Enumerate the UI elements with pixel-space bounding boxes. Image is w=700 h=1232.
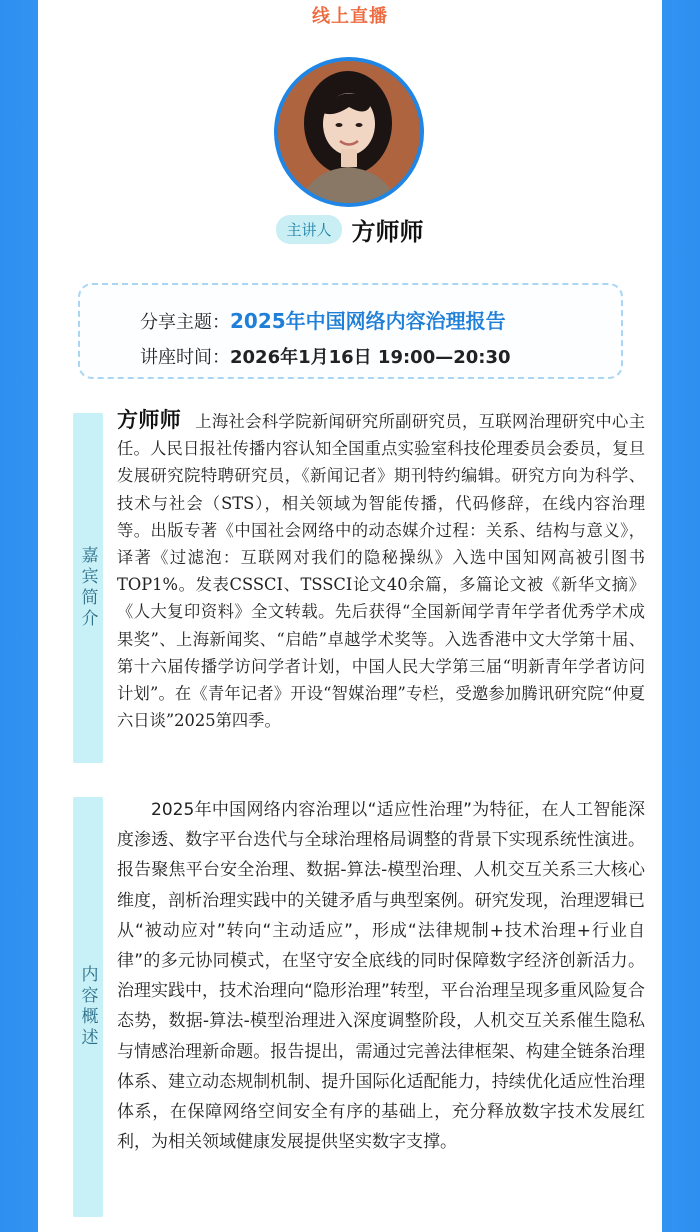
topic-title-row bbox=[140, 305, 506, 334]
speaker-portrait-icon bbox=[278, 61, 420, 203]
topic-time-label: 讲座时间： bbox=[140, 347, 230, 368]
speaker-avatar bbox=[278, 61, 420, 203]
bio-name: 方师师 bbox=[117, 408, 182, 432]
poster-card bbox=[40, 0, 660, 1232]
topic-title-label: 分享主题： bbox=[140, 312, 230, 333]
bio-text: 上海社会科学院新闻研究所副研究员，互联网治理研究中心主任。人民日报社传播内容认知全国重点实验室科技伦理委员会委员，复旦发展研究院特聘研究员，《新闻记者》期刊特约编辑。研究方向为科学、技术与社会（STS），相关领域为智能传播，代码修辞，在线内容治理等。出版专著《中国社会网络中的动态媒介过程：关系、结构与意义》，译著《过滤泡：互联网对我们的隐秘操纵》入选中国知网高被引图书TOP1%。发表CSSCI、TSSCI论文40余篇，多篇论文被《新华文摘》《人大复印资料》全文转载。先后获得“全国新闻学青年学者优秀学术成果奖”、上海新闻奖、“启皓”卓越学术奖等。入选香港中文大学第十届、第十六届传播学访问学者计划，中国人民大学第三届“明新青年学者访问计划”。在《青年记者》开设“智媒治理”专栏，受邀参加腾讯研究院“仲夏六日谈”2025第四季。 bbox=[117, 412, 645, 731]
bio-section-tab bbox=[73, 413, 103, 763]
speaker-row bbox=[40, 212, 660, 247]
speaker-tag: 主讲人 bbox=[276, 215, 341, 244]
topic-title: 2025年中国网络内容治理报告 bbox=[230, 309, 506, 333]
bio-tab-label: 嘉宾简介 bbox=[77, 546, 98, 630]
live-label: 线上直播 bbox=[312, 6, 388, 27]
summary-section-tab bbox=[73, 797, 103, 1217]
summary-tab-label: 内容概述 bbox=[77, 965, 98, 1049]
bio-text-block bbox=[117, 407, 645, 734]
topic-time-row bbox=[140, 343, 511, 369]
topic-box bbox=[78, 283, 623, 379]
summary-text: 2025年中国网络内容治理以“适应性治理”为特征，在人工智能深度渗透、数字平台迭代与全球治理格局调整的背景下实现系统性演进。报告聚焦平台安全治理、数据-算法-模型治理、人机交互关系三大核心维度，剖析治理实践中的关键矛盾与典型案例。研究发现，治理逻辑已从“被动应对”转向“主动适应”，形成“法律规制+技术治理+行业自律”的多元协同模式，在坚守安全底线的同时保障数字经济创新活力。治理实践中，技术治理向“隐形治理”转型，平台治理呈现多重风险复合态势，数据-算法-模型治理进入深度调整阶段，人机交互关系催生隐私与情感治理新命题。报告提出，需通过完善法律框架、构建全链条治理体系、建立动态规制机制、提升国际化适配能力，持续优化适应性治理体系，在保障网络空间安全有序的基础上，充分释放数字技术发展红利，为相关领域健康发展提供坚实数字支撑。 bbox=[117, 800, 645, 1153]
speaker-name: 方师师 bbox=[351, 217, 424, 246]
speaker-avatar-ring bbox=[274, 57, 424, 207]
topic-time: 2026年1月16日 19:00—20:30 bbox=[230, 347, 511, 368]
